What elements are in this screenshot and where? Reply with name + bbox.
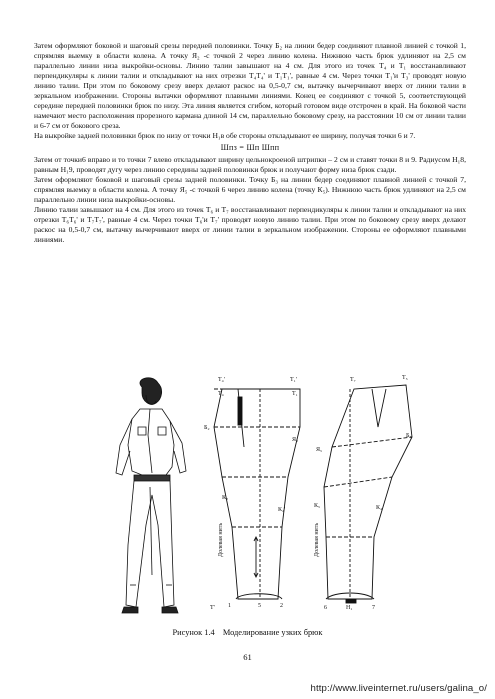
figure-caption	[0, 628, 495, 637]
point-t7: Т₇	[350, 377, 356, 383]
point-seven: 7	[372, 605, 375, 611]
point-t1p: Т₁'	[290, 377, 297, 383]
point-t4p: Т₄'	[218, 377, 225, 383]
point-h1: Н₁	[346, 605, 353, 611]
source-watermark: http://www.liveinternet.ru/users/galina_o/	[310, 683, 487, 694]
point-b3: Б₃	[406, 433, 412, 439]
point-k5: К₅	[314, 503, 321, 509]
paragraph-back-half-intro: На выкройке задней половинки брюк по низу от точки Н₁в обе стороны откладывают ее ширину, получая точки 6 и 7.	[34, 131, 416, 141]
point-tprime: Т'	[210, 605, 215, 611]
body-text	[34, 41, 466, 245]
paragraph-front-half: Затем оформляют боковой и шаговый срезы передней половинки. Точку Б₂ на линии бедер соединяют плавной линией с точкой 1, спрямляя выемку в области колена. А точку Я₂ -с точкой 2 через линию колена. Нижнюю часть брюк удлиняют на 2,5 см параллельно линии низа выкройки-основы. Линию талии завышают на 4 см. Для этого из точек Т₄ и Т₁ восстанавливают перпендикуляры к линии талии и откладывают на них отрезки Т₄Т₄' и Т₁Т₁', равные 4 см. Через точки Т₁'и Т₃' проводят новую линию талии. При этом по боковому срезу вверх делают раскос на 0,5-0,7 см, вытачку вычерчивают вверх от линии талии в зеркальном изображении. Стороны вытачки оформляют плавными линиями. Конец ее соединяют с точкой 5, соответствующей середине передней половинки брюк по низу. Эта линия является сгибом, который готовом виде отстрочен в край. На боковой части намечают место расположения прорезного кармана длиной 14 см, параллельно боковому срезу, на расстоянии 10 см от линии талии и 6-7 см от бокового среза.	[34, 41, 466, 131]
point-k2p: К₂'	[278, 507, 286, 513]
point-t5: Т₅	[402, 375, 408, 381]
point-ya2: Я₂	[292, 437, 299, 443]
paragraph-strap: Затем от точки6 вправо и то точки 7 влево откладывают ширину цельнокроеной штрипки – 2 см и ставят точки 8 и 9. Радиусом Н₁8, равным Н₁9, проводят дугу через линию середины задней половинки брюк и получают форму низа брюк сзади.	[34, 154, 466, 174]
paragraph-back-waist: Линию талии завышают на 4 см. Для этого из точек Т₆ и Т₇ восстанавливают перпендикуляры к линии талии и откладывают на них отрезки Т₆Т₆' и Т₇Т₇', равные 4 см. Через точки Т₆'и Т₇' проводят новую линию талии. При этом по боковому срезу вверх делают раскос на 0,5-0,7 см, вытачку вычерчивают вверх от линии талии в зеркальном изображении. Стороны ее оформляют плавными линиями.	[34, 204, 466, 244]
point-k2: К₂	[222, 495, 229, 501]
pattern-drawing	[110, 367, 440, 622]
point-b2: Б₂	[204, 425, 210, 431]
point-ya5: Я₅	[316, 447, 323, 453]
caption-label: Рисунок 1.4	[172, 628, 215, 637]
front-pattern-piece	[204, 377, 300, 609]
point-five: 5	[258, 603, 261, 609]
back-grain-label: Долевая нить	[314, 522, 320, 557]
page-number: 61	[243, 652, 252, 662]
caption-text: Моделирование узких брюк	[222, 628, 323, 637]
front-grain-label: Долевая нить	[218, 522, 224, 557]
point-t1: Т₁	[292, 391, 298, 397]
point-six: 6	[324, 605, 327, 611]
point-t4: Т₄	[218, 391, 224, 397]
point-k4: К₄	[376, 505, 383, 511]
width-formula: Шпз = Шп Шпп	[220, 143, 280, 153]
point-one: 1	[228, 603, 231, 609]
point-two: 2	[280, 603, 283, 609]
paragraph-back-seams: Затем оформляют боковой и шаговый срезы задней половинки. Точку Б₃ на линии бедер соединяют плавной линией с точкой 7, спрямляя выемку в области колена. А точку Я₅ -с точкой 6 через линию колена (точку К₅). Нижнюю часть брюк удлиняют на 2,5 см параллельно линии низа выкройки-основы.	[34, 174, 466, 204]
